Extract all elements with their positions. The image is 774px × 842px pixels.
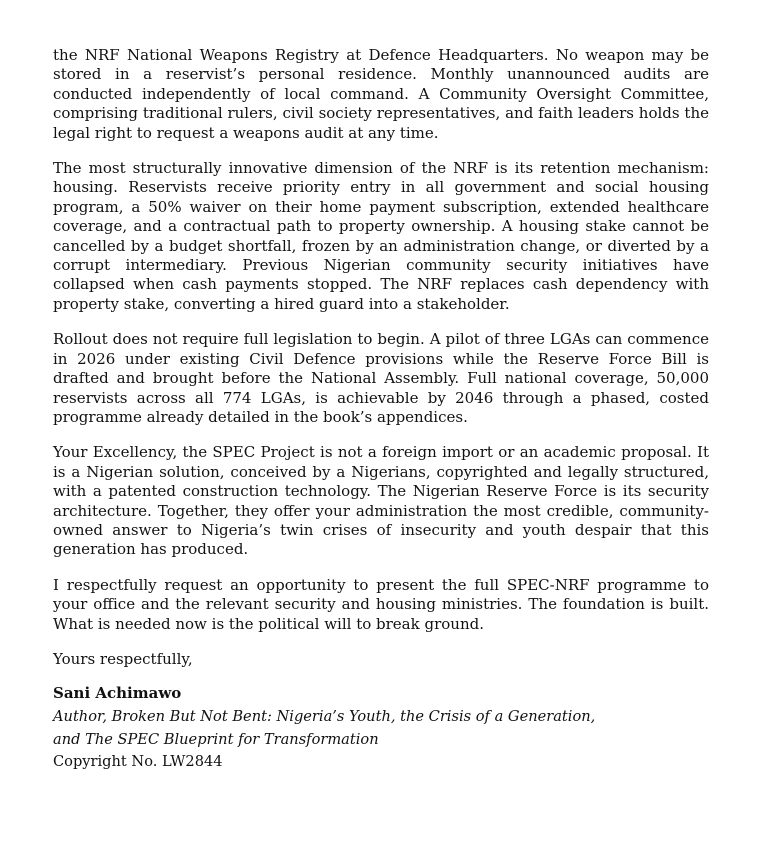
- closing-salutation[interactable]: Yours respectfully,: [53, 649, 193, 668]
- letter-body: [53, 46, 709, 773]
- signature-title-line-1[interactable]: Author, Broken But Not Bent: Nigeria’s Youth, the Crisis of a Generation,: [53, 708, 596, 726]
- paragraph-spec-project[interactable]: Your Excellency, the SPEC Project is not a foreign import or an academic proposal. It is a Nigerian solution, conceived by a Nigerians, copyrighted and legally structured, with a patented construction technology. The Nigerian Reserve Force is its security architecture. Together, they offer your administration the most credible, community-owned answer to Nigeria’s twin crises of insecurity and youth despair that this generation has produced.: [53, 443, 709, 559]
- paragraph-weapons-registry[interactable]: the NRF National Weapons Registry at Defence Headquarters. No weapon may be stored in a reservist’s personal residence. Monthly unannounced audits are conducted independently of local command. A Community Oversight Committee, comprising traditional rulers, civil society representatives, and faith leaders holds the legal right to request a weapons audit at any time.: [53, 46, 709, 142]
- paragraph-request[interactable]: I respectfully request an opportunity to present the full SPEC-NRF programme to your office and the relevant security and housing ministries. The foundation is built. What is needed now is the political will to break ground.: [53, 575, 709, 633]
- signature-name[interactable]: Sani Achimawo: [53, 684, 182, 703]
- paragraph-rollout[interactable]: Rollout does not require full legislation to begin. A pilot of three LGAs can commence in 2026 under existing Civil Defence provisions while the Reserve Force Bill is drafted and brought before the National Assembly. Full national coverage, 50,000 reservists across all 774 LGAs, is achievable by 2046 through a phased, costed programme already detailed in the book’s appendices.: [53, 330, 709, 426]
- copyright-number[interactable]: Copyright No. LW2844: [53, 753, 223, 771]
- signature-title-line-2[interactable]: and The SPEC Blueprint for Transformation: [53, 731, 379, 749]
- signature-block: [53, 683, 709, 773]
- paragraph-retention-mechanism[interactable]: The most structurally innovative dimension of the NRF is its retention mechanism: housing. Reservists receive priority entry in all government and social housing program, a 50% waiver on their home payment subscription, extended healthcare coverage, and a contractual path to property ownership. A housing stake cannot be cancelled by a budget shortfall, frozen by an administration change, or diverted by a corrupt intermediary. Previous Nigerian community security initiatives have collapsed when cash payments stopped. The NRF replaces cash dependency with property stake, converting a hired guard into a stakeholder.: [53, 159, 709, 313]
